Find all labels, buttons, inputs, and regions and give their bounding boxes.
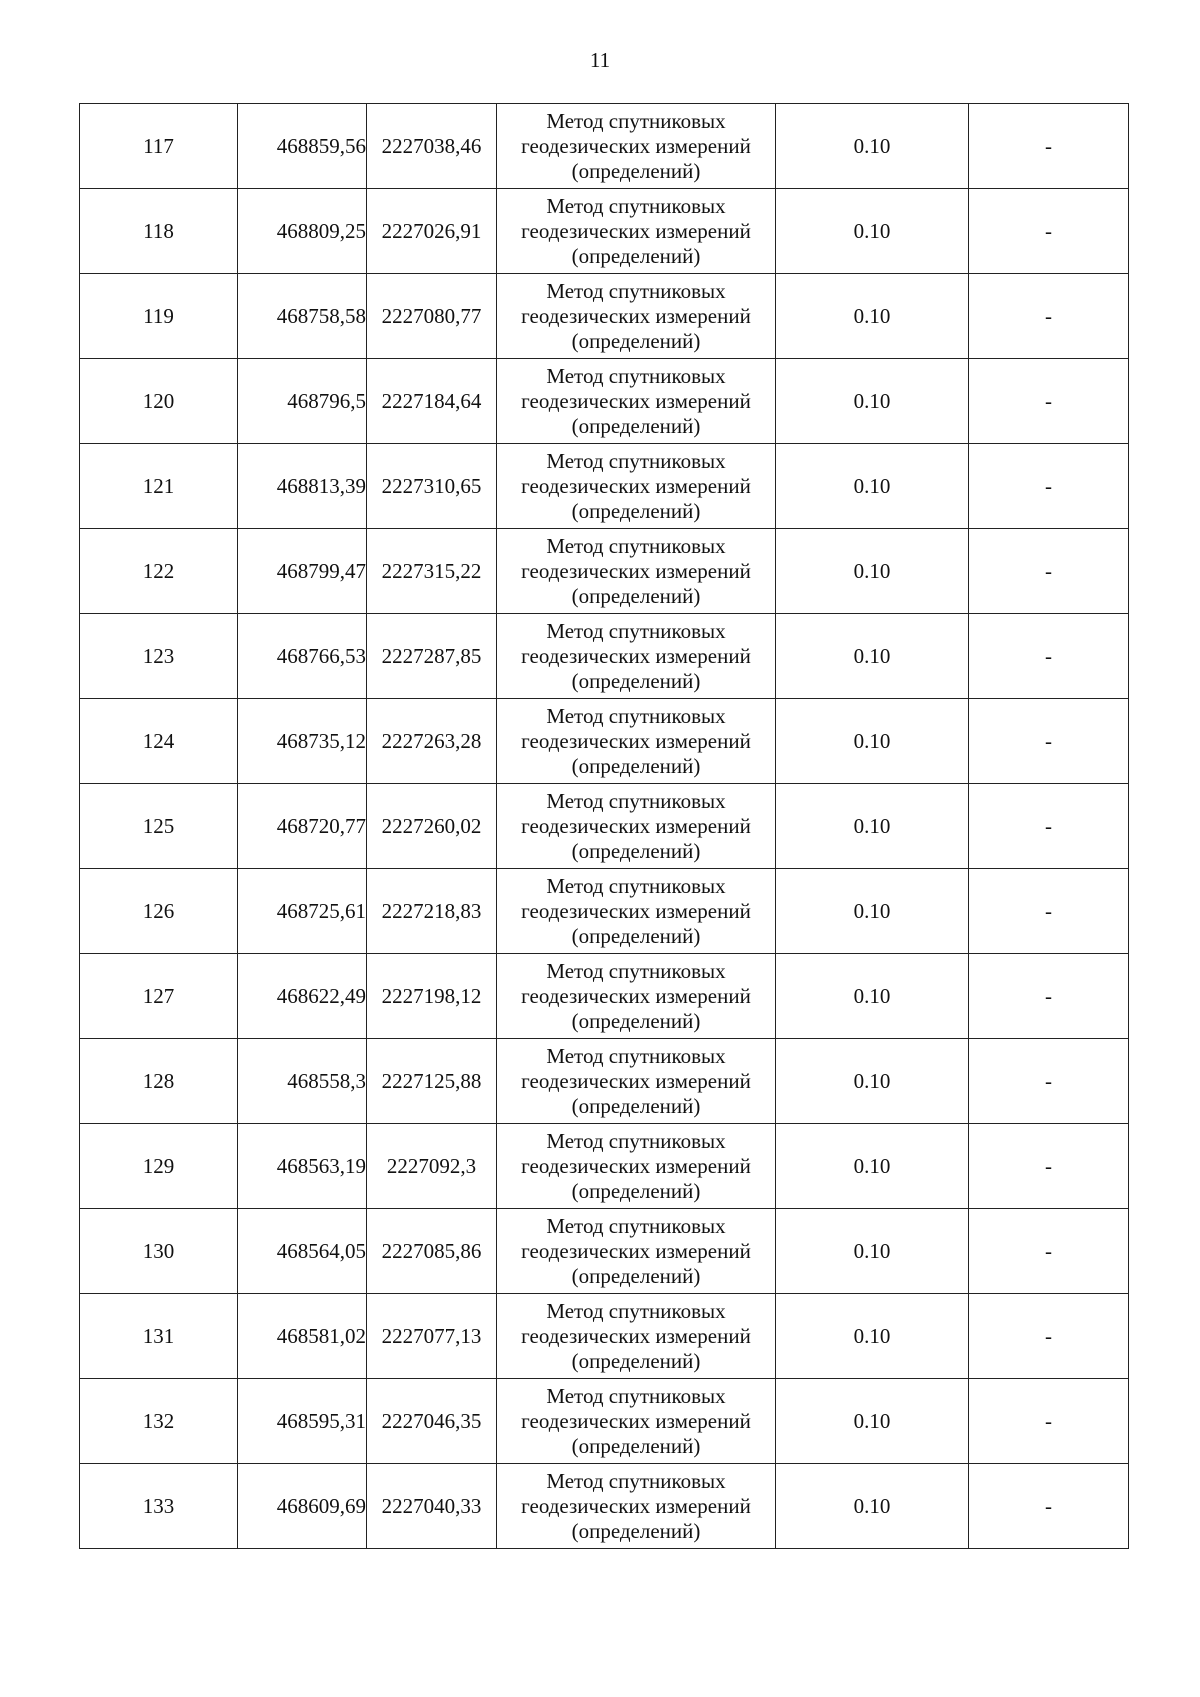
- point-number: 120: [80, 359, 238, 444]
- note: -: [969, 104, 1129, 189]
- note: -: [969, 444, 1129, 529]
- note: -: [969, 1124, 1129, 1209]
- method: Метод спутниковых геодезических измерений (определений): [497, 699, 776, 784]
- coord-y: 2227038,46: [367, 104, 497, 189]
- table-row: [80, 189, 1129, 274]
- note: -: [969, 1379, 1129, 1464]
- accuracy: 0.10: [776, 1124, 969, 1209]
- method: Метод спутниковых геодезических измерений (определений): [497, 444, 776, 529]
- point-number: 123: [80, 614, 238, 699]
- coord-y: 2227040,33: [367, 1464, 497, 1549]
- coord-x: 468563,19: [238, 1124, 367, 1209]
- note: -: [969, 954, 1129, 1039]
- method: Метод спутниковых геодезических измерений (определений): [497, 784, 776, 869]
- table-row: [80, 954, 1129, 1039]
- method: Метод спутниковых геодезических измерений (определений): [497, 529, 776, 614]
- point-number: 119: [80, 274, 238, 359]
- point-number: 121: [80, 444, 238, 529]
- coord-y: 2227077,13: [367, 1294, 497, 1379]
- accuracy: 0.10: [776, 699, 969, 784]
- table-row: [80, 1464, 1129, 1549]
- table-row: [80, 1039, 1129, 1124]
- method: Метод спутниковых геодезических измерений (определений): [497, 1124, 776, 1209]
- accuracy: 0.10: [776, 529, 969, 614]
- coord-x: 468809,25: [238, 189, 367, 274]
- coord-x: 468796,5: [238, 359, 367, 444]
- accuracy: 0.10: [776, 954, 969, 1039]
- coord-x: 468581,02: [238, 1294, 367, 1379]
- accuracy: 0.10: [776, 1294, 969, 1379]
- note: -: [969, 274, 1129, 359]
- method: Метод спутниковых геодезических измерений (определений): [497, 1379, 776, 1464]
- table-row: [80, 869, 1129, 954]
- coord-y: 2227026,91: [367, 189, 497, 274]
- page-number: 11: [589, 48, 611, 72]
- note: -: [969, 359, 1129, 444]
- method: Метод спутниковых геодезических измерений (определений): [497, 274, 776, 359]
- accuracy: 0.10: [776, 1379, 969, 1464]
- coord-y: 2227198,12: [367, 954, 497, 1039]
- coord-x: 468758,58: [238, 274, 367, 359]
- point-number: 118: [80, 189, 238, 274]
- table-row: [80, 1124, 1129, 1209]
- point-number: 126: [80, 869, 238, 954]
- coord-x: 468622,49: [238, 954, 367, 1039]
- point-number: 127: [80, 954, 238, 1039]
- accuracy: 0.10: [776, 189, 969, 274]
- coord-y: 2227046,35: [367, 1379, 497, 1464]
- table-row: [80, 699, 1129, 784]
- coord-y: 2227260,02: [367, 784, 497, 869]
- coord-x: 468735,12: [238, 699, 367, 784]
- coord-y: 2227310,65: [367, 444, 497, 529]
- method: Метод спутниковых геодезических измерений (определений): [497, 614, 776, 699]
- note: -: [969, 784, 1129, 869]
- accuracy: 0.10: [776, 104, 969, 189]
- method: Метод спутниковых геодезических измерений (определений): [497, 104, 776, 189]
- point-number: 117: [80, 104, 238, 189]
- point-number: 131: [80, 1294, 238, 1379]
- method: Метод спутниковых геодезических измерений (определений): [497, 1039, 776, 1124]
- coord-x: 468564,05: [238, 1209, 367, 1294]
- note: -: [969, 1209, 1129, 1294]
- coord-y: 2227218,83: [367, 869, 497, 954]
- accuracy: 0.10: [776, 444, 969, 529]
- note: -: [969, 699, 1129, 784]
- point-number: 124: [80, 699, 238, 784]
- coord-x: 468609,69: [238, 1464, 367, 1549]
- coord-y: 2227125,88: [367, 1039, 497, 1124]
- method: Метод спутниковых геодезических измерений (определений): [497, 1209, 776, 1294]
- method: Метод спутниковых геодезических измерений (определений): [497, 954, 776, 1039]
- accuracy: 0.10: [776, 784, 969, 869]
- point-number: 122: [80, 529, 238, 614]
- coord-x: 468725,61: [238, 869, 367, 954]
- coord-x: 468799,47: [238, 529, 367, 614]
- table-row: [80, 104, 1129, 189]
- note: -: [969, 529, 1129, 614]
- table-row: [80, 614, 1129, 699]
- coord-y: 2227080,77: [367, 274, 497, 359]
- table-row: [80, 274, 1129, 359]
- method: Метод спутниковых геодезических измерений (определений): [497, 189, 776, 274]
- table-row: [80, 784, 1129, 869]
- accuracy: 0.10: [776, 1039, 969, 1124]
- coord-y: 2227287,85: [367, 614, 497, 699]
- point-number: 129: [80, 1124, 238, 1209]
- table-body: [80, 104, 1129, 1549]
- note: -: [969, 1039, 1129, 1124]
- point-number: 125: [80, 784, 238, 869]
- accuracy: 0.10: [776, 274, 969, 359]
- coord-x: 468813,39: [238, 444, 367, 529]
- coord-y: 2227092,3: [367, 1124, 497, 1209]
- coord-x: 468859,56: [238, 104, 367, 189]
- method: Метод спутниковых геодезических измерений (определений): [497, 1464, 776, 1549]
- point-number: 130: [80, 1209, 238, 1294]
- table-row: [80, 1294, 1129, 1379]
- point-number: 132: [80, 1379, 238, 1464]
- note: -: [969, 1464, 1129, 1549]
- coordinates-table: [79, 103, 1129, 1549]
- note: -: [969, 189, 1129, 274]
- table-row: [80, 1379, 1129, 1464]
- note: -: [969, 869, 1129, 954]
- coord-y: 2227263,28: [367, 699, 497, 784]
- note: -: [969, 614, 1129, 699]
- table-row: [80, 529, 1129, 614]
- method: Метод спутниковых геодезических измерений (определений): [497, 869, 776, 954]
- accuracy: 0.10: [776, 614, 969, 699]
- coord-y: 2227184,64: [367, 359, 497, 444]
- accuracy: 0.10: [776, 1209, 969, 1294]
- accuracy: 0.10: [776, 869, 969, 954]
- accuracy: 0.10: [776, 359, 969, 444]
- coord-x: 468558,3: [238, 1039, 367, 1124]
- coord-x: 468766,53: [238, 614, 367, 699]
- point-number: 133: [80, 1464, 238, 1549]
- method: Метод спутниковых геодезических измерений (определений): [497, 359, 776, 444]
- method: Метод спутниковых геодезических измерений (определений): [497, 1294, 776, 1379]
- point-number: 128: [80, 1039, 238, 1124]
- coord-x: 468595,31: [238, 1379, 367, 1464]
- coord-y: 2227085,86: [367, 1209, 497, 1294]
- table-row: [80, 1209, 1129, 1294]
- accuracy: 0.10: [776, 1464, 969, 1549]
- table-row: [80, 359, 1129, 444]
- coord-y: 2227315,22: [367, 529, 497, 614]
- table-row: [80, 444, 1129, 529]
- coord-x: 468720,77: [238, 784, 367, 869]
- note: -: [969, 1294, 1129, 1379]
